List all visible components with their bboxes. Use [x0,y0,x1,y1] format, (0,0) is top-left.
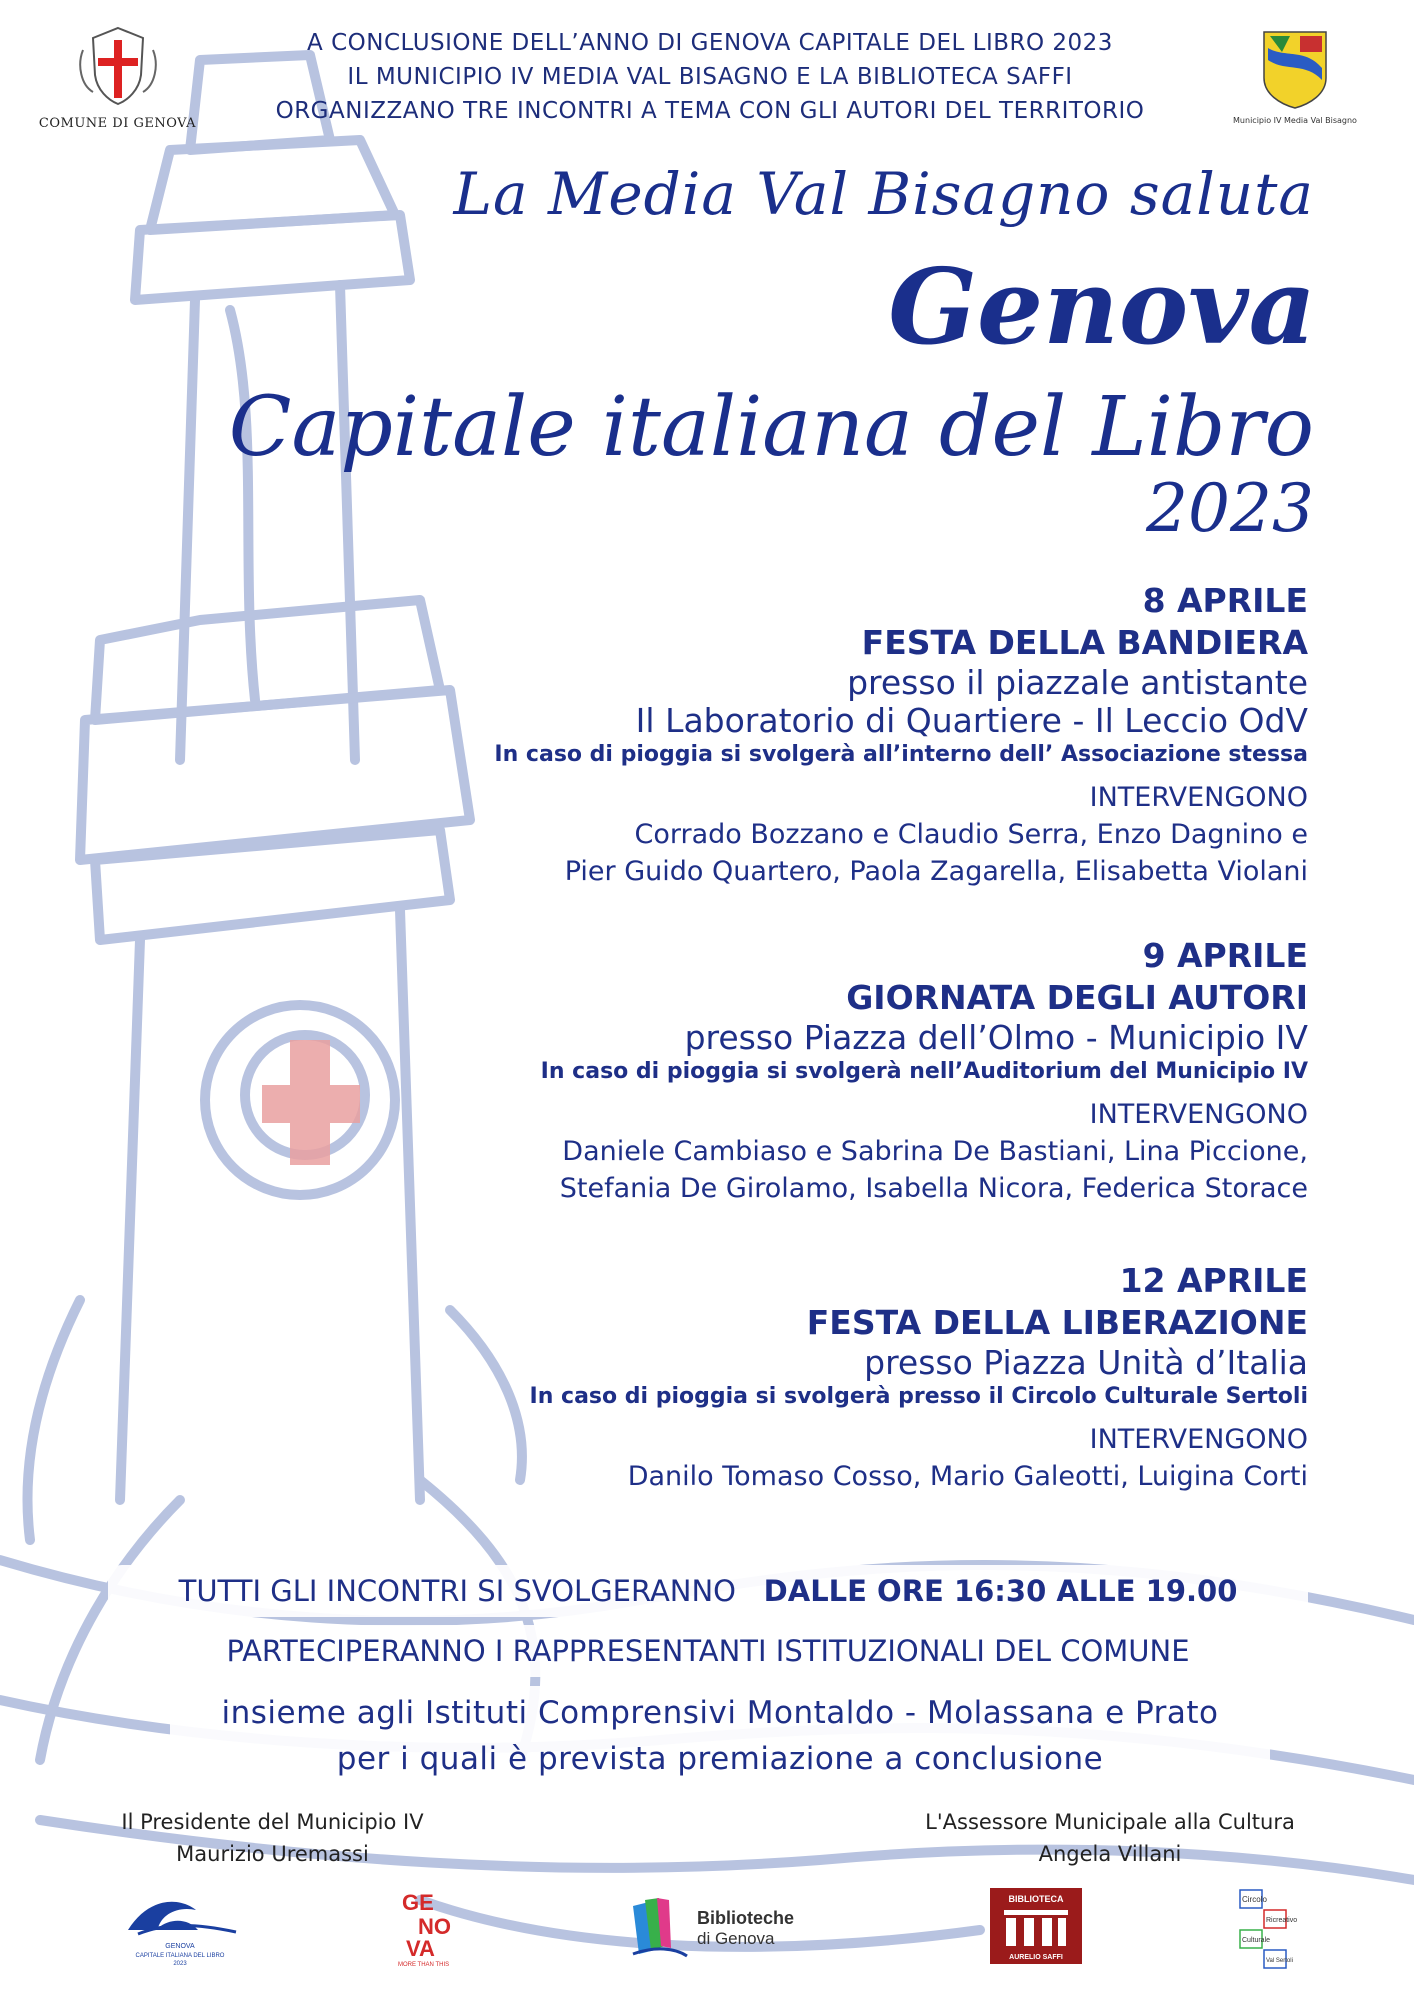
title-line-1: La Media Val Bisagno saluta [453,160,1314,228]
biblioteche-text: di Genova [697,1929,775,1948]
signature-name: Angela Villani [1038,1842,1182,1866]
event-place: presso il piazzale antistante [847,663,1308,702]
genova-brand-text: NO [418,1914,451,1939]
circolo-text: Ricreativo [1266,1917,1298,1924]
event-place: presso Piazza Unità d’Italia [864,1343,1308,1382]
event-place: presso Piazza dell’Olmo - Municipio IV [684,1018,1308,1057]
event-title: FESTA DELLA LIBERAZIONE [806,1303,1308,1342]
event-rain-note: In caso di pioggia si svolgerà nell’Auditorium del Municipio IV [540,1059,1308,1084]
municipio-shield-icon [1260,28,1330,110]
genova2023-text: 2023 [173,1961,187,1967]
event-speakers: Corrado Bozzano e Claudio Serra, Enzo Dagnino e [634,819,1308,850]
genova-capitale-libro-logo [118,1888,243,1968]
books-icon [625,1888,825,1968]
event-intervengono: INTERVENGONO [1089,1099,1308,1130]
event-9-aprile [328,935,1308,1207]
event-title: FESTA DELLA BANDIERA [861,623,1308,662]
circolo-text: Circolo [1242,1895,1267,1904]
biblioteche-text: Biblioteche [697,1908,795,1928]
saffi-text: BIBLIOTECA [1008,1894,1064,1904]
event-rain-note: In caso di pioggia si svolgerà all’interno dell’ Associazione stessa [494,742,1308,767]
saffi-building-icon [990,1888,1082,1968]
title-year: 2023 [1146,470,1314,547]
event-place: Il Laboratorio di Quartiere - Il Leccio OdV [635,701,1308,740]
representatives-banner: PARTECIPERANNO I RAPPRESENTANTI ISTITUZIONALI DEL COMUNE [158,1625,1258,1677]
schools-line: insieme agli Istituti Comprensivi Montaldo - Molassana e Prato [221,1695,1219,1731]
header-text [220,26,1200,128]
schedule-banner [108,1565,1308,1617]
genova2023-text: GENOVA [165,1943,195,1950]
signature-assessore [890,1806,1330,1870]
municipio-iv-logo [1225,28,1365,125]
circolo-text: Val Sertoli [1266,1958,1293,1964]
biblioteca-saffi-logo [990,1888,1082,1968]
schools-banner [170,1686,1270,1786]
event-speakers: Pier Guido Quartero, Paola Zagarella, Elisabetta Violani [564,856,1308,887]
wave-icon [118,1888,243,1968]
signature-name: Maurizio Uremassi [176,1842,369,1866]
genova-brand-icon [388,1888,478,1968]
event-intervengono: INTERVENGONO [1089,1424,1308,1455]
genova-brand-text: VA [406,1936,435,1961]
signature-president [95,1806,450,1870]
event-8-aprile [328,580,1308,890]
biblioteche-di-genova-logo [625,1888,825,1968]
genova-brand-tagline: MORE THAN THIS [398,1962,450,1968]
event-12-aprile [328,1260,1308,1495]
municipio-caption: Municipio IV Media Val Bisagno [1233,116,1357,125]
event-date: 8 APRILE [1142,581,1308,620]
event-intervengono: INTERVENGONO [1089,782,1308,813]
title-genova: Genova [888,245,1316,368]
event-speakers: Stefania De Girolamo, Isabella Nicora, Federica Storace [559,1173,1308,1204]
schedule-prefix: TUTTI GLI INCONTRI SI SVOLGERANNO [178,1574,737,1608]
genova2023-text: CAPITALE ITALIANA DEL LIBRO [135,1953,225,1959]
comune-di-genova-logo [30,20,205,131]
event-title: GIORNATA DEGLI AUTORI [846,978,1308,1017]
event-speakers: Danilo Tomaso Cosso, Mario Galeotti, Luigina Corti [627,1461,1308,1492]
header-line: IL MUNICIPIO IV MEDIA VAL BISAGNO E LA BIBLIOTECA SAFFI [347,64,1073,90]
genova-coat-of-arms-icon [73,20,163,110]
comune-caption: COMUNE DI GENOVA [38,116,197,131]
circolo-icon [1238,1888,1313,1972]
genova-brand-text: GE [402,1890,434,1915]
event-date: 9 APRILE [1142,936,1308,975]
circolo-text: Culturale [1242,1937,1271,1944]
genova-more-than-this-logo [388,1888,478,1968]
schools-line: per i quali è prevista premiazione a conclusione [336,1741,1104,1777]
event-speakers: Daniele Cambiaso e Sabrina De Bastiani, Lina Piccione, [562,1136,1308,1167]
event-date: 12 APRILE [1119,1261,1308,1300]
schedule-hours: DALLE ORE 16:30 ALLE 19.00 [763,1574,1238,1608]
circolo-sertoli-logo [1238,1888,1313,1968]
signature-role: L'Assessore Municipale alla Cultura [925,1810,1295,1834]
event-rain-note: In caso di pioggia si svolgerà presso il Circolo Culturale Sertoli [529,1384,1308,1409]
header-line: ORGANIZZANO TRE INCONTRI A TEMA CON GLI AUTORI DEL TERRITORIO [275,98,1145,124]
title-capitale: Capitale italiana del Libro [228,380,1314,475]
saffi-text: AURELIO SAFFI [1009,1954,1063,1961]
signature-role: Il Presidente del Municipio IV [121,1810,424,1834]
header-line: A CONCLUSIONE DELL’ANNO DI GENOVA CAPITALE DEL LIBRO 2023 [307,30,1113,56]
